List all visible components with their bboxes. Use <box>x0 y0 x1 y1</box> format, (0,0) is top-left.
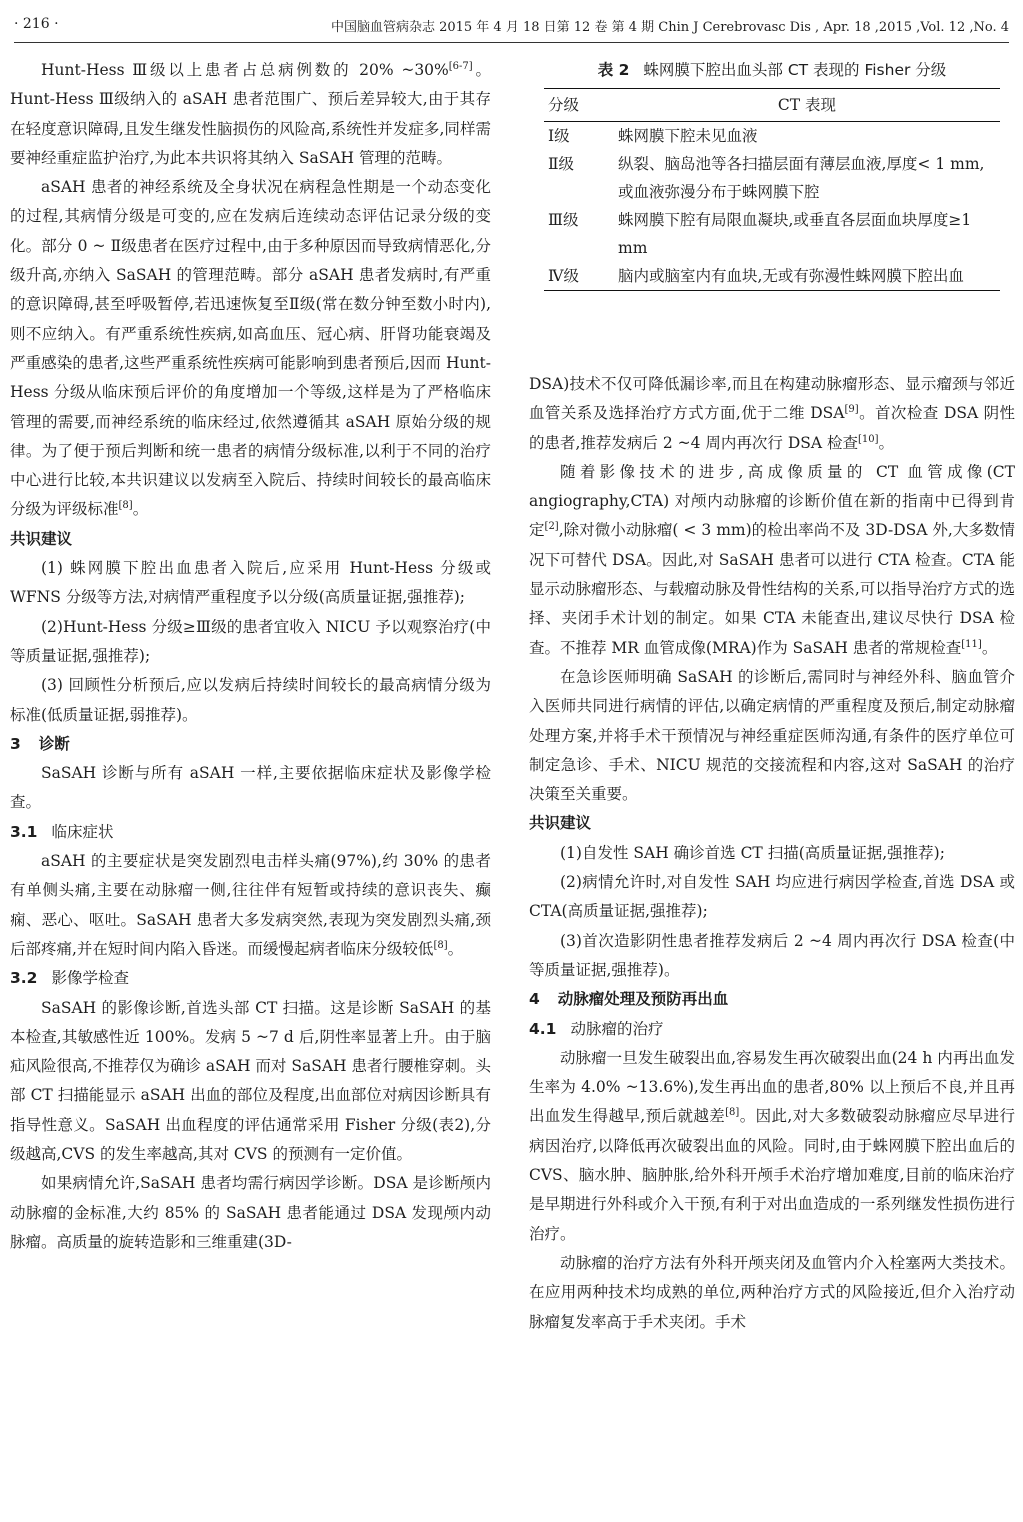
paragraph: SaSAH 的影像诊断,首选头部 CT 扫描。这是诊断 SaSAH 的基本检查,其敏感性近 100%。发病 5 ~7 d 后,阴性率显著上升。由于脑疝风险很高,不推荐仅为确诊 aSAH 而对 SaSAH 患者行腰椎穿刺。头部 CT 扫描能显示 aSAH 出血的部位及程度,出血部位对病因诊断具有指导性意义。SaSAH 出血程度的评估通常采用 Fisher 分级(表2),分级越高,CVS 的发生率越高,其对 CVS 的预测有一定价值。 <box>10 998 491 1163</box>
section-heading: 4 动脉瘤处理及预防再出血 <box>529 990 729 1009</box>
citation-ref: [11] <box>961 638 982 650</box>
paragraph: 动脉瘤的治疗方法有外科开颅夹闭及血管内介入栓塞两大类技术。在应用两种技术均成熟的单位,两种治疗方式的风险接近,但介入治疗动脉瘤复发率高于手术夹闭。手术 <box>529 1253 1015 1331</box>
recommendation: (1) 蛛网膜下腔出血患者入院后,应采用 Hunt-Hess 分级或 WFNS 分级等方法,对病情严重程度予以分级(高质量证据,强推荐); <box>10 559 491 607</box>
citation-ref: [2] <box>544 521 559 533</box>
right-column <box>529 370 1015 1337</box>
ct-description-cell: 纵裂、脑岛池等各扫描层面有薄层血液,厚度< 1 mm,或血液弥漫分布于蛛网膜下腔 <box>618 155 985 201</box>
table <box>544 88 1000 291</box>
paragraph: DSA)技术不仅可降低漏诊率,而且在构建动脉瘤形态、显示瘤颈与邻近血管关系及选择治疗方式方面,优于二维 DSA[9]。首次检查 DSA 阴性的患者,推荐发病后 2 ~4 周内再次行 DSA 检查[10]。 <box>529 375 1015 452</box>
paragraph: 随着影像技术的进步,高成像质量的 CT 血管成像(CT angiography,CTA) 对颅内动脉瘤的诊断价值在新的指南中已得到肯定[2],除对微小动脉瘤( < 3 mm)的检出率尚不及 3D-DSA 外,大多数情况下可替代 DSA。因此,对 SaSAH 患者可以进行 CTA 检查。CTA 能显示动脉瘤形态、与载瘤动脉及骨性结构的关系,可以指导治疗方式的选择、夹闭手术计划的制定。如果 CTA 未能查出,建议尽快行 DSA 检查。不推荐 MR 血管成像(MRA)作为 SaSAH 患者的常规检查[11]。 <box>529 462 1015 657</box>
section-heading: 3 诊断 <box>10 734 70 753</box>
column-header-ct: CT 表现 <box>777 96 837 114</box>
recommendation: (1)自发性 SAH 确诊首选 CT 扫描(高质量证据,强推荐); <box>560 843 945 862</box>
citation-ref: [8] <box>118 500 133 512</box>
paragraph: 动脉瘤一旦发生破裂出血,容易发生再次破裂出血(24 h 内再出血发生率为 4.0% ~13.6%),发生再出血的患者,80% 以上预后不良,并且再出血发生得越早,预后就越差[8]。因此,对大多数破裂动脉瘤应尽早进行病因治疗,以降低再次破裂出血的风险。同时,由于蛛网膜下腔出血后的 CVS、脑水肿、脑肿胀,给外科开颅手术治疗增加难度,目前的临床治疗是早期进行外科或介入干预,有利于对出血造成的一系列继发性损伤进行治疗。 <box>529 1048 1015 1243</box>
recommendation: (2)病情允许时,对自发性 SAH 均应进行病因学检查,首选 DSA 或 CTA(高质量证据,强推荐); <box>529 873 1015 921</box>
paragraph: 在急诊医师明确 SaSAH 的诊断后,需同时与神经外科、脑血管介入医师共同进行病情的评估,以确定病情的严重程度及预后,制定动脉瘤处理方案,并将手术干预情况与神经重症医师沟通,有条件的医疗单位可制定急诊、手术、NICU 规范的交接流程和内容,这对 SaSAH 的治疗决策至关重要。 <box>529 667 1015 804</box>
ct-description-cell: 蛛网膜下腔有局限血凝块,或垂直各层面血块厚度≥1 mm <box>618 211 972 257</box>
paragraph: aSAH 患者的神经系统及全身状况在病程急性期是一个动态变化的过程,其病情分级是可变的,应在发病后连续动态评估记录分级的变化。部分 0 ~ Ⅱ级患者在医疗过程中,由于多种原因而导致病情恶化,分级升高,亦纳入 SaSAH 的管理范畴。部分 aSAH 患者发病时,有严重的意识障碍,甚至呼吸暂停,若迅速恢复至Ⅱ级(常在数分钟至数小时内),则不应纳入。有严重系统性疾病,如高血压、冠心病、肝肾功能衰竭及严重感染的患者,这些严重系统性疾病可能影响到患者预后,因而 Hunt-Hess 分级从临床预后评价的角度增加一个等级,这样是为了严格临床管理的需要,而神经系统的临床经过,依然遵循其 aSAH 原始分级的规律。为了便于预后判断和统一患者的病情分级标准,以利于不同的治疗中心进行比较,本共识建议以发病至入院后、持续时间较长的最高临床分级为评级标准[8]。 <box>10 178 491 519</box>
citation-ref: [8] <box>433 939 448 951</box>
column-header-grade: 分级 <box>548 96 580 114</box>
citation-ref: [6-7] <box>448 60 473 72</box>
citation-ref: [8] <box>725 1107 740 1119</box>
page-header <box>14 12 1009 43</box>
table-row <box>544 122 1000 151</box>
consensus-heading: 共识建议 <box>10 529 73 548</box>
consensus-heading: 共识建议 <box>529 814 592 833</box>
page-number: · 216 · <box>14 16 59 32</box>
paragraph: SaSAH 诊断与所有 aSAH 一样,主要依据临床症状及影像学检查。 <box>10 764 491 812</box>
ct-description-cell: 蛛网膜下腔未见血液 <box>618 127 758 145</box>
fisher-grade-table <box>544 58 1000 291</box>
grade-cell: Ⅳ级 <box>548 267 579 285</box>
recommendation: (3) 回顾性分析预后,应以发病后持续时间较长的最高病情分级为标准(低质量证据,弱推荐)。 <box>10 676 491 724</box>
grade-cell: Ⅲ级 <box>548 211 579 229</box>
paragraph: 如果病情允许,SaSAH 患者均需行病因学诊断。DSA 是诊断颅内动脉瘤的金标准,大约 85% 的 SaSAH 患者能通过 DSA 发现颅内动脉瘤。高质量的旋转造影和三维重建(3D- <box>10 1174 491 1251</box>
journal-citation: 中国脑血管病杂志 2015 年 4 月 18 日第 12 卷 第 4 期 Chin J Cerebrovasc Dis , Apr. 18 ,2015 ,Vol. 12 ,No. 4 <box>330 20 1009 35</box>
recommendation: (3)首次造影阴性患者推荐发病后 2 ~4 周内再次行 DSA 检查(中等质量证据,强推荐)。 <box>529 931 1015 979</box>
ct-description-cell: 脑内或脑室内有血块,无或有弥漫性蛛网膜下腔出血 <box>618 267 964 285</box>
citation-ref: [10] <box>858 433 879 445</box>
subsection-heading: 3.2 影像学检查 <box>10 969 129 988</box>
paragraph: Hunt-Hess Ⅲ级以上患者占总病例数的 20% ~30%[6-7]。Hunt-Hess Ⅲ级纳入的 aSAH 患者范围广、预后差异较大,由于其存在轻度意识障碍,且发生继发性脑损伤的风险高,系统性并发症多,同样需要神经重症监护治疗,为此本共识将其纳入 SaSAH 管理的范畴。 <box>10 60 491 167</box>
subsection-heading: 4.1 动脉瘤的治疗 <box>529 1019 664 1038</box>
citation-ref: [9] <box>844 404 859 416</box>
left-column <box>10 56 491 1257</box>
table-caption: 表 2 蛛网膜下腔出血头部 CT 表现的 Fisher 分级 <box>597 61 947 79</box>
table-header-row <box>544 89 1000 122</box>
subsection-heading: 3.1 临床症状 <box>10 822 114 841</box>
recommendation: (2)Hunt-Hess 分级≥Ⅲ级的患者宜收入 NICU 予以观察治疗(中等质量证据,强推荐); <box>10 617 491 665</box>
table-row <box>544 206 1000 262</box>
table-row <box>544 262 1000 291</box>
grade-cell: Ⅱ级 <box>548 155 575 173</box>
grade-cell: Ⅰ级 <box>548 127 570 145</box>
table-row <box>544 150 1000 206</box>
paragraph: aSAH 的主要症状是突发剧烈电击样头痛(97%),约 30% 的患者有单侧头痛,主要在动脉瘤一侧,往往伴有短暂或持续的意识丧失、癫痫、恶心、呕吐。SaSAH 患者大多发病突然,表现为突发剧烈头痛,颈后部疼痛,并在短时间内陷入昏迷。而缓慢起病者临床分级较低[8]。 <box>10 852 491 958</box>
